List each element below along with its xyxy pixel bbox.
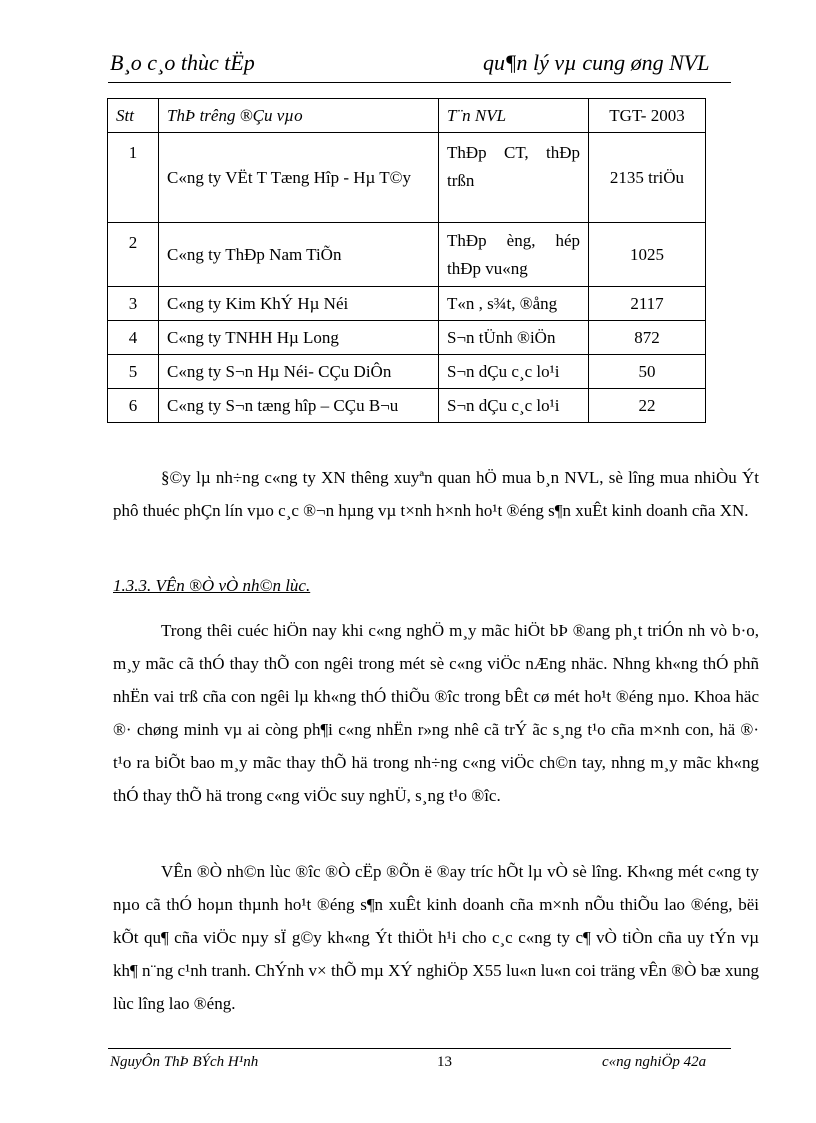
cell-market: C«ng ty S¬n tæng hîp – CÇu B¬u — [159, 389, 439, 423]
cell-tgt: 2135 triÖu — [589, 133, 706, 223]
col-header-market: ThÞ trêng ®Çu vµo — [159, 99, 439, 133]
col-header-material: T¨n NVL — [439, 99, 589, 133]
header-topic: qu¶n lý vµ cung øng NVL — [483, 50, 710, 75]
cell-tgt: 50 — [589, 355, 706, 389]
table-row — [108, 321, 706, 355]
cell-material: ThÐp èng, hép thÐp vu«ng — [439, 223, 589, 287]
table-row — [108, 223, 706, 287]
cell-market: C«ng ty S¬n Hµ Néi- CÇu DiÔn — [159, 355, 439, 389]
cell-tgt: 872 — [589, 321, 706, 355]
cell-stt: 5 — [108, 355, 159, 389]
footer-class: c«ng nghiÖp 42a — [602, 1054, 707, 1070]
cell-stt: 6 — [108, 389, 159, 423]
table-row — [108, 389, 706, 423]
cell-stt: 3 — [108, 287, 159, 321]
paragraph-technology-text: Trong thêi cuéc hiÖn nay khi c«ng nghÖ m¸y mãc hiÖt bÞ ®ang ph¸t triÓn nh vò b·o, m¸y mãc cã thÓ thay thÕ con ngêi trong mét sè c«ng viÖc nÆng nhäc. Nhng kh«ng thÓ phñ nhËn vai trß cña con ngêi lµ kh«ng thÓ thiÕu ®îc trong bÊt cø mét ho¹t ®éng nµo. Khoa häc ®· chøng minh vµ ai còng ph¶i c«ng nhËn r»ng nhê cã trÝ ãc s¸ng t¹o cña m×nh con, hä ®· t¹o ra biÕt bao m¸y mãc thay thÕ hä trong nh÷ng c«ng viÖc ch©n tay, nhng m¸y mãc kh«ng thÓ thay thÕ hä trong c«ng viÖc suy nghÜ, s¸ng t¹o ®îc. — [113, 621, 759, 805]
cell-stt: 4 — [108, 321, 159, 355]
cell-tgt: 2117 — [589, 287, 706, 321]
cell-material: ThÐp CT, thÐp trßn — [439, 133, 589, 223]
cell-market: C«ng ty VËt T Tæng Hîp - Hµ T©y — [159, 133, 439, 223]
paragraph-manpower-text: VÊn ®Ò nh©n lùc ®îc ®Ò cËp ®Õn ë ®ay tríc hÕt lµ vÒ sè lîng. Kh«ng mét c«ng ty nµo cã thÓ hoµn thµnh ho¹t ®éng s¶n xuÊt kinh doanh cña m×nh nÕu thiÕu lao ®éng, bëi kÕt qu¶ cña viÖc nµy sÏ g©y kh«ng Ýt thiÖt h¹i cho c¸c c«ng ty c¶ vÒ tiÒn cña uy tÝn vµ kh¶ n¨ng c¹nh tranh. ChÝnh v× thÕ mµ XÝ nghiÖp X55 lu«n lu«n coi träng vÊn ®Ò bæ xung lùc lîng lao ®éng. — [113, 862, 759, 1013]
header-report-title: B¸o c¸o thùc tËp — [110, 50, 255, 75]
cell-tgt: 1025 — [589, 223, 706, 287]
cell-material: S¬n dÇu c¸c lo¹i — [439, 389, 589, 423]
col-header-stt: Stt — [108, 99, 159, 133]
footer-author: NguyÔn ThÞ BÝch H¹nh — [110, 1054, 259, 1070]
cell-material: S¬n tÜnh ®iÖn — [439, 321, 589, 355]
cell-material: S¬n dÇu c¸c lo¹i — [439, 355, 589, 389]
paragraph-manpower — [113, 855, 759, 1020]
table-header-row — [108, 99, 706, 133]
table-row — [108, 133, 706, 223]
paragraph-technology — [113, 614, 759, 812]
cell-market: C«ng ty TNHH Hµ Long — [159, 321, 439, 355]
cell-market: C«ng ty ThÐp Nam TiÕn — [159, 223, 439, 287]
table-row — [108, 355, 706, 389]
footer-divider — [108, 1048, 731, 1049]
supplier-table — [107, 98, 706, 423]
header-divider — [108, 82, 731, 83]
cell-stt: 1 — [108, 133, 159, 223]
section-title: 1.3.3. VÊn ®Ò vÒ nh©n lùc. — [113, 576, 311, 595]
page-number: 13 — [437, 1054, 452, 1070]
cell-market: C«ng ty Kim KhÝ Hµ Néi — [159, 287, 439, 321]
cell-stt: 2 — [108, 223, 159, 287]
col-header-tgt: TGT- 2003 — [589, 99, 706, 133]
cell-material: T«n , s¾t, ®ång — [439, 287, 589, 321]
paragraph-suppliers — [113, 461, 759, 527]
paragraph-suppliers-text: §©y lµ nh÷ng c«ng ty XN thêng xuyªn quan hÖ mua b¸n NVL, sè lîng mua nhiÒu Ýt phô thuéc phÇn lín vµo c¸c ®¬n hµng vµ t×nh h×nh ho¹t ®éng s¶n xuÊt kinh doanh cña XN. — [113, 468, 759, 520]
table-row — [108, 287, 706, 321]
cell-tgt: 22 — [589, 389, 706, 423]
